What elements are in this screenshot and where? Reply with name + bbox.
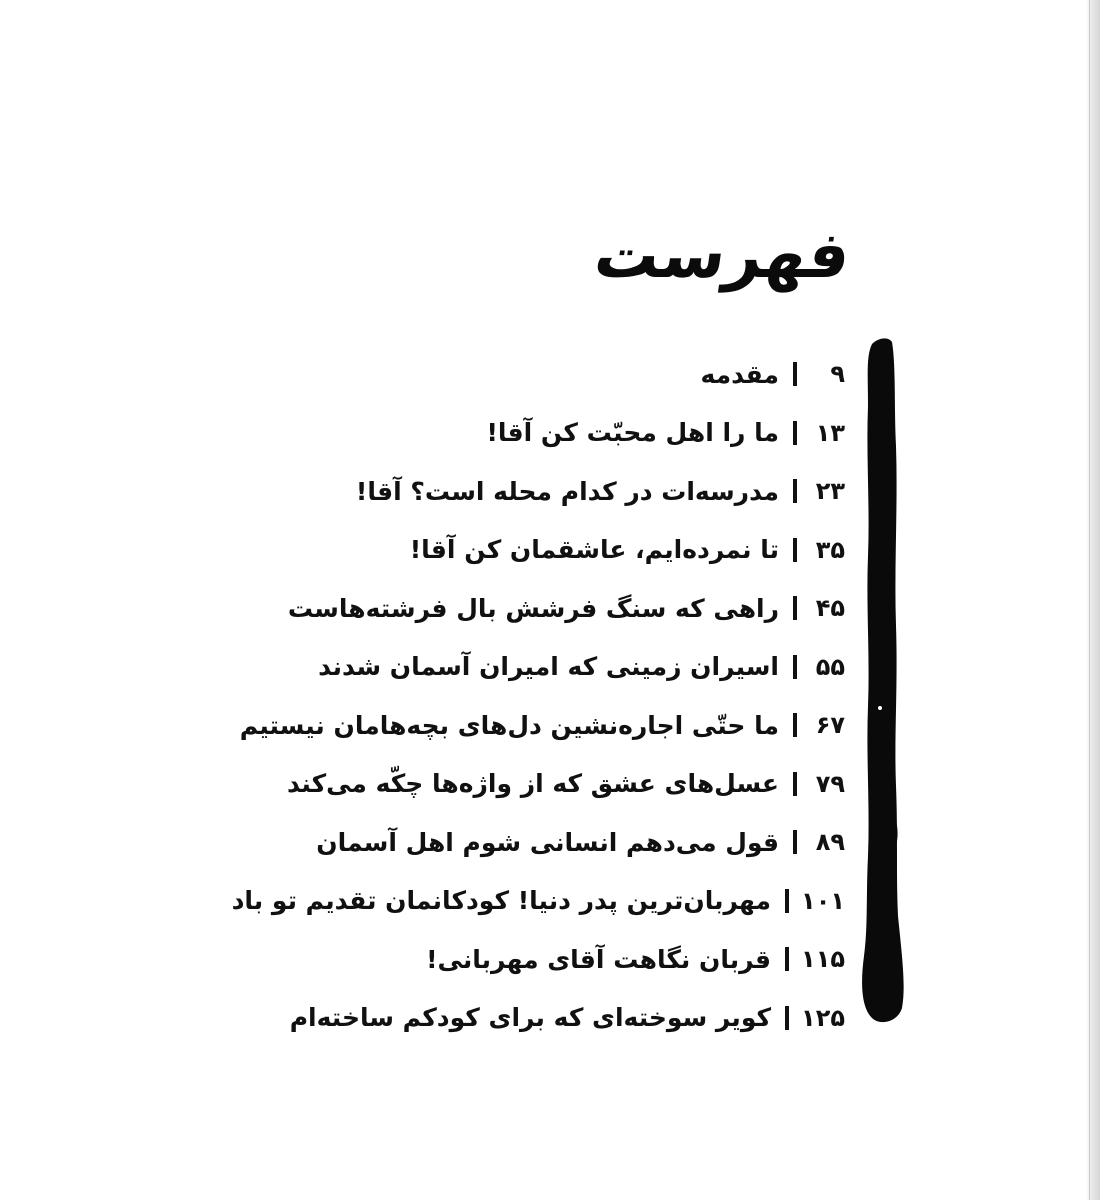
- toc-page-number: ۴۵: [815, 594, 845, 623]
- toc-item-title: ما را اهل محبّت کن آقا!: [486, 418, 779, 448]
- toc-separator: [793, 538, 797, 562]
- toc-item-title: مهربان‌ترین پدر دنیا! کودکانمان تقدیم تو باد: [231, 886, 772, 916]
- toc-page-number: ۵۵: [815, 652, 845, 681]
- toc-item-title: تا نمرده‌ایم، عاشقمان کن آقا!: [409, 535, 779, 565]
- toc-separator: [793, 830, 797, 854]
- toc-item-11[interactable]: [232, 930, 845, 989]
- toc-page-number: ۳۵: [815, 535, 845, 564]
- toc-separator: [793, 655, 797, 679]
- toc-item-2[interactable]: [232, 404, 845, 463]
- page-title: فهرست: [590, 219, 856, 293]
- toc-item-title: ما حتّی اجاره‌نشین دل‌های بچه‌هامان نیستیم: [239, 710, 779, 740]
- toc-separator: [785, 947, 789, 971]
- toc-item-title: اسیران زمینی که امیران آسمان شدند: [318, 652, 779, 682]
- toc-item-9[interactable]: [232, 813, 845, 872]
- toc-page-number: ۸۹: [815, 828, 845, 857]
- toc-separator: [785, 1006, 789, 1030]
- toc-item-7[interactable]: [232, 696, 845, 755]
- toc-page-number: ۱۲۵: [801, 1003, 845, 1032]
- toc-item-6[interactable]: [232, 638, 845, 697]
- page-edge-line: [1089, 0, 1090, 1200]
- toc-item-title: مقدمه: [700, 359, 779, 389]
- toc-item-5[interactable]: [232, 579, 845, 638]
- toc-separator: [793, 362, 797, 386]
- brush-stroke-decoration: [850, 336, 910, 1026]
- toc-page-number: ۷۹: [815, 769, 845, 798]
- toc-separator: [793, 421, 797, 445]
- toc-page-number: ۱۱۵: [801, 945, 845, 974]
- toc-page-number: ۹: [830, 360, 845, 389]
- toc-page-number: ۱۰۱: [801, 886, 845, 915]
- toc-item-1[interactable]: [232, 345, 845, 404]
- toc-item-title: قول می‌دهم انسانی شوم اهل آسمان: [316, 827, 779, 857]
- toc-separator: [793, 479, 797, 503]
- toc-item-3[interactable]: [232, 462, 845, 521]
- toc-item-title: قربان نگاهت آقای مهربانی!: [426, 944, 772, 974]
- toc-item-10[interactable]: [232, 872, 845, 931]
- toc-separator: [793, 772, 797, 796]
- toc-separator: [793, 713, 797, 737]
- toc-item-title: راهی که سنگ فرشش بال فرشته‌هاست: [287, 593, 779, 623]
- toc-page-number: ۶۷: [815, 711, 845, 740]
- toc-item-4[interactable]: [232, 521, 845, 580]
- toc-page-number: ۱۳: [815, 418, 845, 447]
- toc-item-12[interactable]: [232, 989, 845, 1048]
- toc-item-8[interactable]: [232, 755, 845, 814]
- toc-page-number: ۲۳: [815, 477, 845, 506]
- toc-list: [232, 345, 845, 1047]
- toc-item-title: عسل‌های عشق که از واژه‌ها چکّه می‌کند: [286, 769, 779, 799]
- toc-separator: [793, 596, 797, 620]
- toc-item-title: کویر سوخته‌ای که برای کودکم ساخته‌ام: [289, 1003, 772, 1033]
- toc-item-title: مدرسه‌ات در کدام محله است؟ آقا!: [355, 476, 779, 506]
- toc-separator: [785, 889, 789, 913]
